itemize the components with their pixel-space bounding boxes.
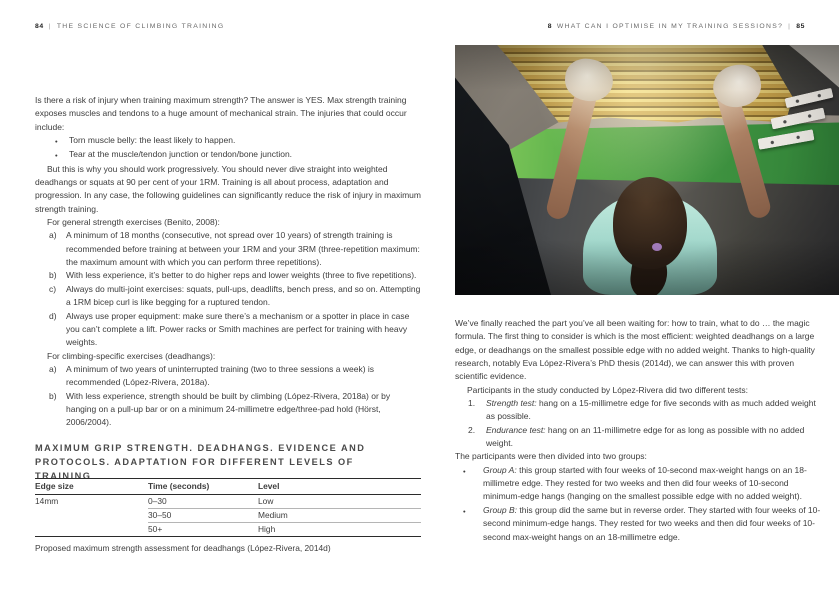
- table-row: [35, 494, 421, 508]
- bullet-glyph: •: [55, 137, 58, 147]
- list-item: [35, 269, 421, 282]
- chapter-title: WHAT CAN I OPTIMISE IN MY TRAINING SESSIONS?: [556, 23, 784, 30]
- page-number-right: 85: [796, 23, 805, 30]
- general-strength-list: [35, 229, 421, 349]
- group-label: Group B:: [483, 504, 518, 515]
- list-item: [35, 310, 421, 350]
- list-marker: 1.: [468, 398, 476, 409]
- right-page-text-column: [455, 317, 821, 544]
- list-item-text: [486, 397, 821, 424]
- list-item: [35, 134, 421, 148]
- list-item-text: A minimum of 18 months (consecutive, not spread over 10 years) of strength training is recommended before training at between your 1RM and your 3RM (three-repetition maximum: the maximum amount with which you can perform three repetitions).: [66, 230, 420, 268]
- paragraph: Is there a risk of injury when training maximum strength? The answer is YES. Max strength training exposes muscles and tendons to a huge amount of mechanical strain. The injuries that could occur include:: [35, 95, 407, 132]
- list-item: [35, 390, 421, 430]
- table-header-row: [35, 479, 421, 495]
- cell-level: High: [258, 522, 421, 536]
- list-marker: a): [49, 230, 57, 241]
- list-marker: b): [49, 270, 57, 281]
- list-marker: 2.: [468, 424, 476, 435]
- list-marker: b): [49, 390, 57, 401]
- list-marker: d): [49, 310, 57, 321]
- list-item-text: [483, 464, 821, 504]
- cell-edge-size: 14mm: [35, 496, 59, 506]
- list-item-text: [486, 424, 821, 451]
- list-item-text: [483, 504, 821, 544]
- list-item-text: Always use proper equipment: make sure there’s a mechanism or a spotter in place in case you can’t complete a lift. Power racks or Smith machines are perfect for training with heavy weights.: [66, 310, 410, 348]
- cell-time: 50+: [148, 522, 258, 536]
- climber-deadhang-photo: [455, 45, 839, 295]
- photo-vignette: [455, 45, 839, 295]
- test-text: hang on an 11-millimetre edge for as long as possible with no added weight.: [486, 424, 805, 449]
- running-header-left: [35, 23, 224, 30]
- list-item: [35, 283, 421, 310]
- table-caption: Proposed maximum strength assessment for deadhangs (López-Rivera, 2014d): [35, 543, 331, 553]
- deadhang-assessment-table: [35, 478, 421, 537]
- list-item-text: A minimum of two years of uninterrupted training (two to three sessions a week) is recommended (López-Rivera, 2018a).: [66, 363, 375, 388]
- header-separator: |: [48, 23, 52, 30]
- bullet-glyph: •: [55, 151, 58, 161]
- list-item-text: Always do multi-joint exercises: squats, pull-ups, deadlifts, bench press, and so on. Attempting a 1RM bicep curl is like begging for a ruptured tendon.: [66, 283, 421, 308]
- group-label: Group A:: [483, 464, 517, 475]
- list-item: [455, 464, 821, 504]
- left-page-text-column: [35, 94, 421, 430]
- section-heading: MAXIMUM GRIP STRENGTH. DEADHANGS. EVIDENCE AND PROTOCOLS. ADAPTATION FOR DIFFERENT LEVELS OF TRAINING: [35, 443, 366, 481]
- injury-bullet-list: [35, 134, 421, 163]
- group-text: this group did the same but in reverse order. They started with four weeks of 10-second minimum-edge hangs. They rested for two weeks and then did four weeks of 10-second max-weight hangs on an 18-millimetre edge.: [483, 504, 821, 542]
- list-item: [455, 397, 821, 424]
- column-header-edge-size: Edge size: [35, 479, 148, 495]
- cell-time: 30–50: [148, 508, 258, 522]
- list-item: [455, 504, 821, 544]
- column-header-time: Time (seconds): [148, 479, 258, 495]
- list-item: [35, 229, 421, 269]
- paragraph: We’ve finally reached the part you’ve all been waiting for: how to train, what to do … the magic formula. The first thing to consider is which is the most efficient: weighted deadhangs on a large edge, or deadhangs on the smallest possible edge with no added weight. Thanks to high-quality research, notably Eva López-Rivera’s PhD thesis (2014d), we can answer this with proven scientific evidence.: [455, 318, 815, 382]
- groups-bullet-list: [455, 464, 821, 544]
- list-item-text: With less experience, strength should be built by climbing (López-Rivera, 2018a) or by hanging on a pull-up bar or on a minimum 24-millimetre edge/three-pad hold (Hörst, 2006/2004).: [66, 390, 391, 428]
- tests-numbered-list: [455, 397, 821, 450]
- paragraph: But this is why you should work progressively. You should never dive straight into weighted deadhangs or squats at 90 per cent of your 1RM. Training is all about process, adaptation and progression. In any case, the following guidelines can significantly reduce the risk of injury in maximum strength training.: [35, 163, 421, 214]
- list-item: [35, 363, 421, 390]
- chapter-number: 8: [547, 23, 553, 30]
- header-separator: |: [788, 23, 792, 30]
- list-item-text: With less experience, it’s better to do higher reps and lower weights (three to five repetitions).: [66, 270, 417, 281]
- list-intro: For climbing-specific exercises (deadhangs):: [47, 350, 216, 361]
- running-header-right: [548, 23, 805, 30]
- book-title: THE SCIENCE OF CLIMBING TRAINING: [56, 23, 225, 30]
- list-intro: For general strength exercises (Benito, 2008):: [47, 217, 220, 228]
- group-text: this group started with four weeks of 10-second max-weight hangs on an 18-millimetre edge. They rested for two weeks and then did four weeks of 10-second minimum-edge hangs (hanging on the smallest possible edge with no added weight).: [483, 464, 807, 502]
- list-item: [455, 424, 821, 451]
- list-item-text: Torn muscle belly: the least likely to happen.: [69, 135, 236, 146]
- list-item-text: Tear at the muscle/tendon junction or tendon/bone junction.: [69, 149, 293, 160]
- list-item: [35, 148, 421, 162]
- climbing-specific-list: [35, 363, 421, 430]
- column-header-level: Level: [258, 479, 421, 495]
- test-text: hang on a 15-millimetre edge for five seconds with as much added weight as possible.: [486, 398, 816, 422]
- list-marker: a): [49, 363, 57, 374]
- list-intro: Participants in the study conducted by López-Rivera did two different tests:: [467, 384, 748, 395]
- bullet-glyph: •: [463, 466, 466, 476]
- cell-level: Low: [258, 496, 274, 506]
- test-label: Endurance test:: [486, 424, 546, 435]
- bullet-glyph: •: [463, 506, 466, 516]
- assessment-table-block: [35, 478, 421, 553]
- page-number-left: 84: [35, 23, 44, 30]
- list-intro: The participants were then divided into two groups:: [455, 451, 647, 462]
- cell-level: Medium: [258, 508, 421, 522]
- list-marker: c): [49, 283, 57, 294]
- cell-time: 0–30: [148, 496, 167, 506]
- test-label: Strength test:: [486, 398, 537, 409]
